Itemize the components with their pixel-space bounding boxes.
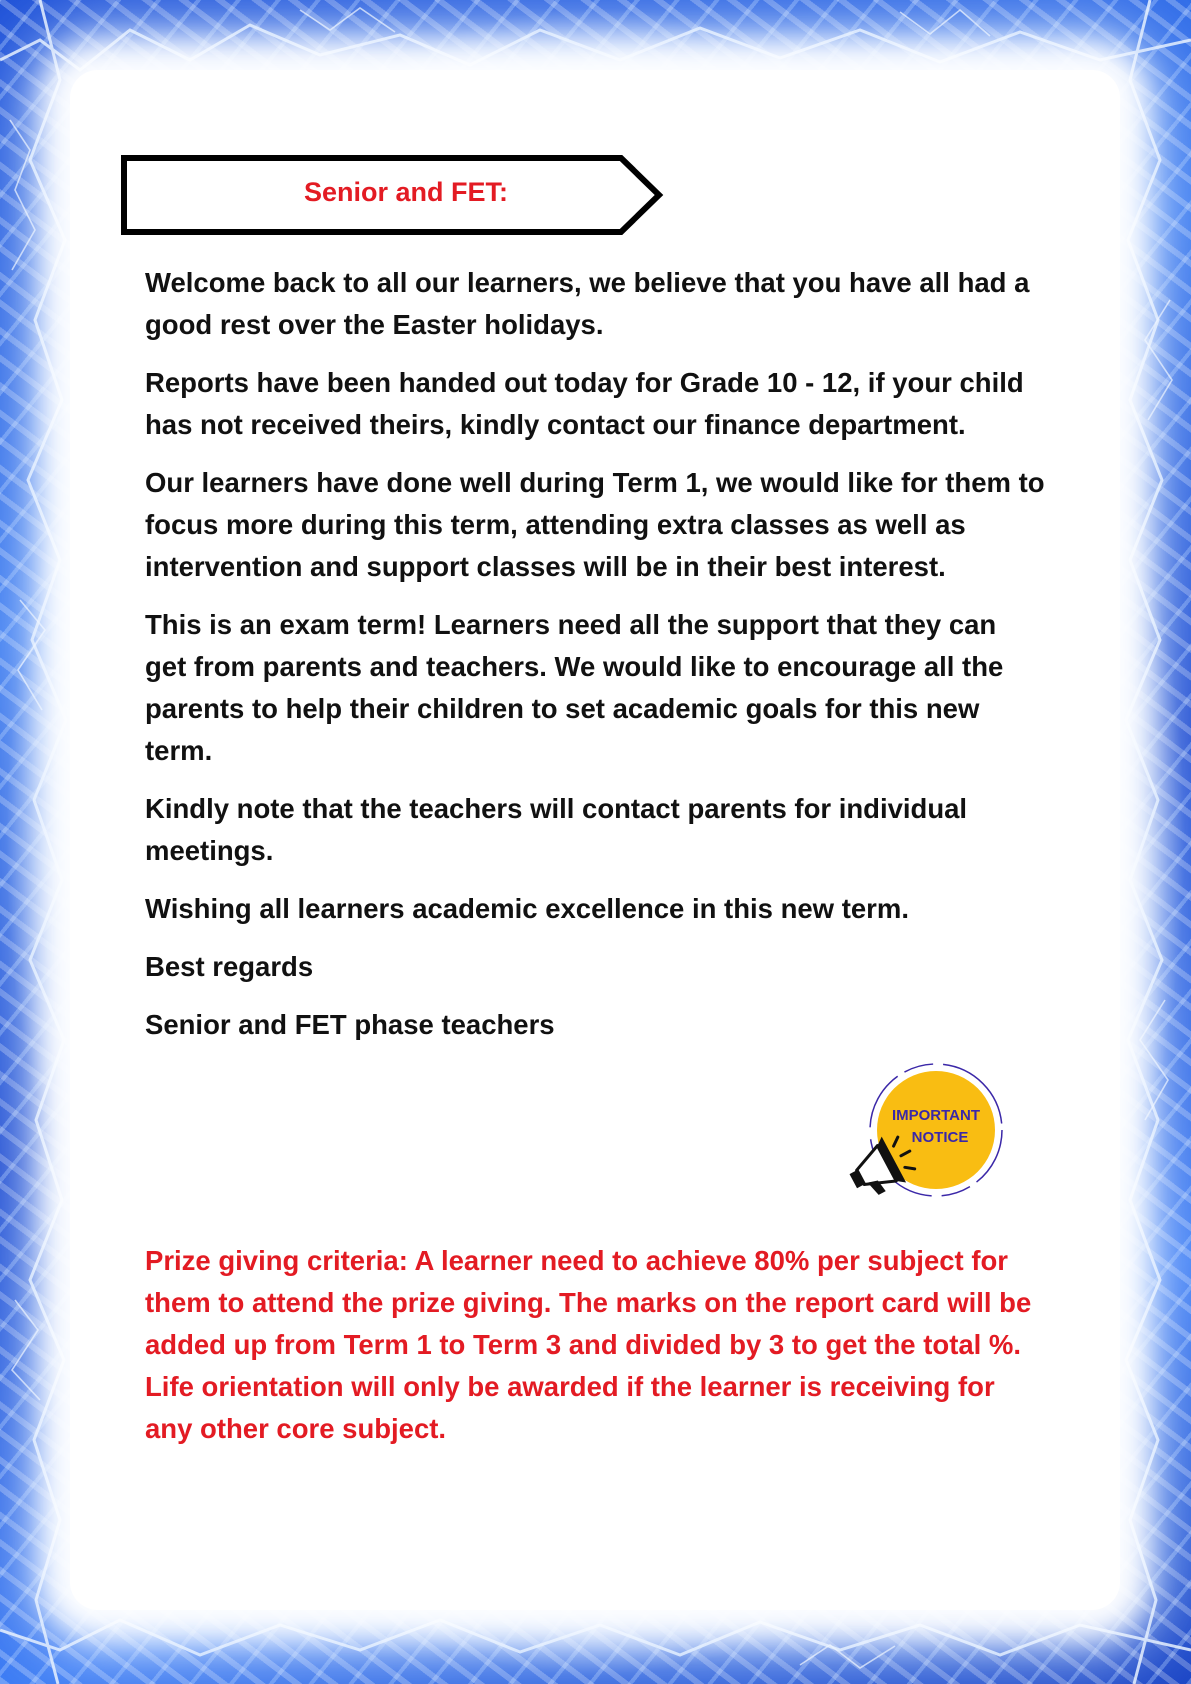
section-heading-arrow-box <box>121 155 665 235</box>
paragraph-exam-term: This is an exam term! Learners need all the support that they can get from parents and teachers. We would like to encourage all the parents to help their children to set academic goals for this new term. <box>145 609 1004 766</box>
section-heading: Senior and FET: <box>303 177 509 207</box>
newsletter-body <box>145 262 1045 1062</box>
closing-regards: Best regards <box>145 951 314 982</box>
paragraph-meetings: Kindly note that the teachers will contact parents for individual meetings. <box>145 793 968 866</box>
prize-giving-criteria: Prize giving criteria: A learner need to achieve 80% per subject for them to attend the prize giving. The marks on the report card will be added up from Term 1 to Term 3 and divided by 3 to get the total %. Life orientation will only be awarded if the learner is receiving for any other core subject. <box>145 1245 1032 1444</box>
notice-line-notice: NOTICE <box>911 1129 969 1146</box>
paragraph-welcome: Welcome back to all our learners, we believe that you have all had a good rest over the Easter holidays. <box>145 267 1030 340</box>
signature-teachers: Senior and FET phase teachers <box>145 1009 555 1040</box>
paragraph-wishes: Wishing all learners academic excellence in this new term. <box>145 893 909 924</box>
important-notice-badge <box>840 1060 1010 1210</box>
paragraph-reports: Reports have been handed out today for Grade 10 - 12, if your child has not received theirs, kindly contact our finance department. <box>145 367 1024 440</box>
notice-line-important: IMPORTANT <box>891 1107 981 1124</box>
paragraph-term-focus: Our learners have done well during Term 1, we would like for them to focus more during this term, attending extra classes as well as intervention and support classes will be in their best interest. <box>145 467 1045 582</box>
